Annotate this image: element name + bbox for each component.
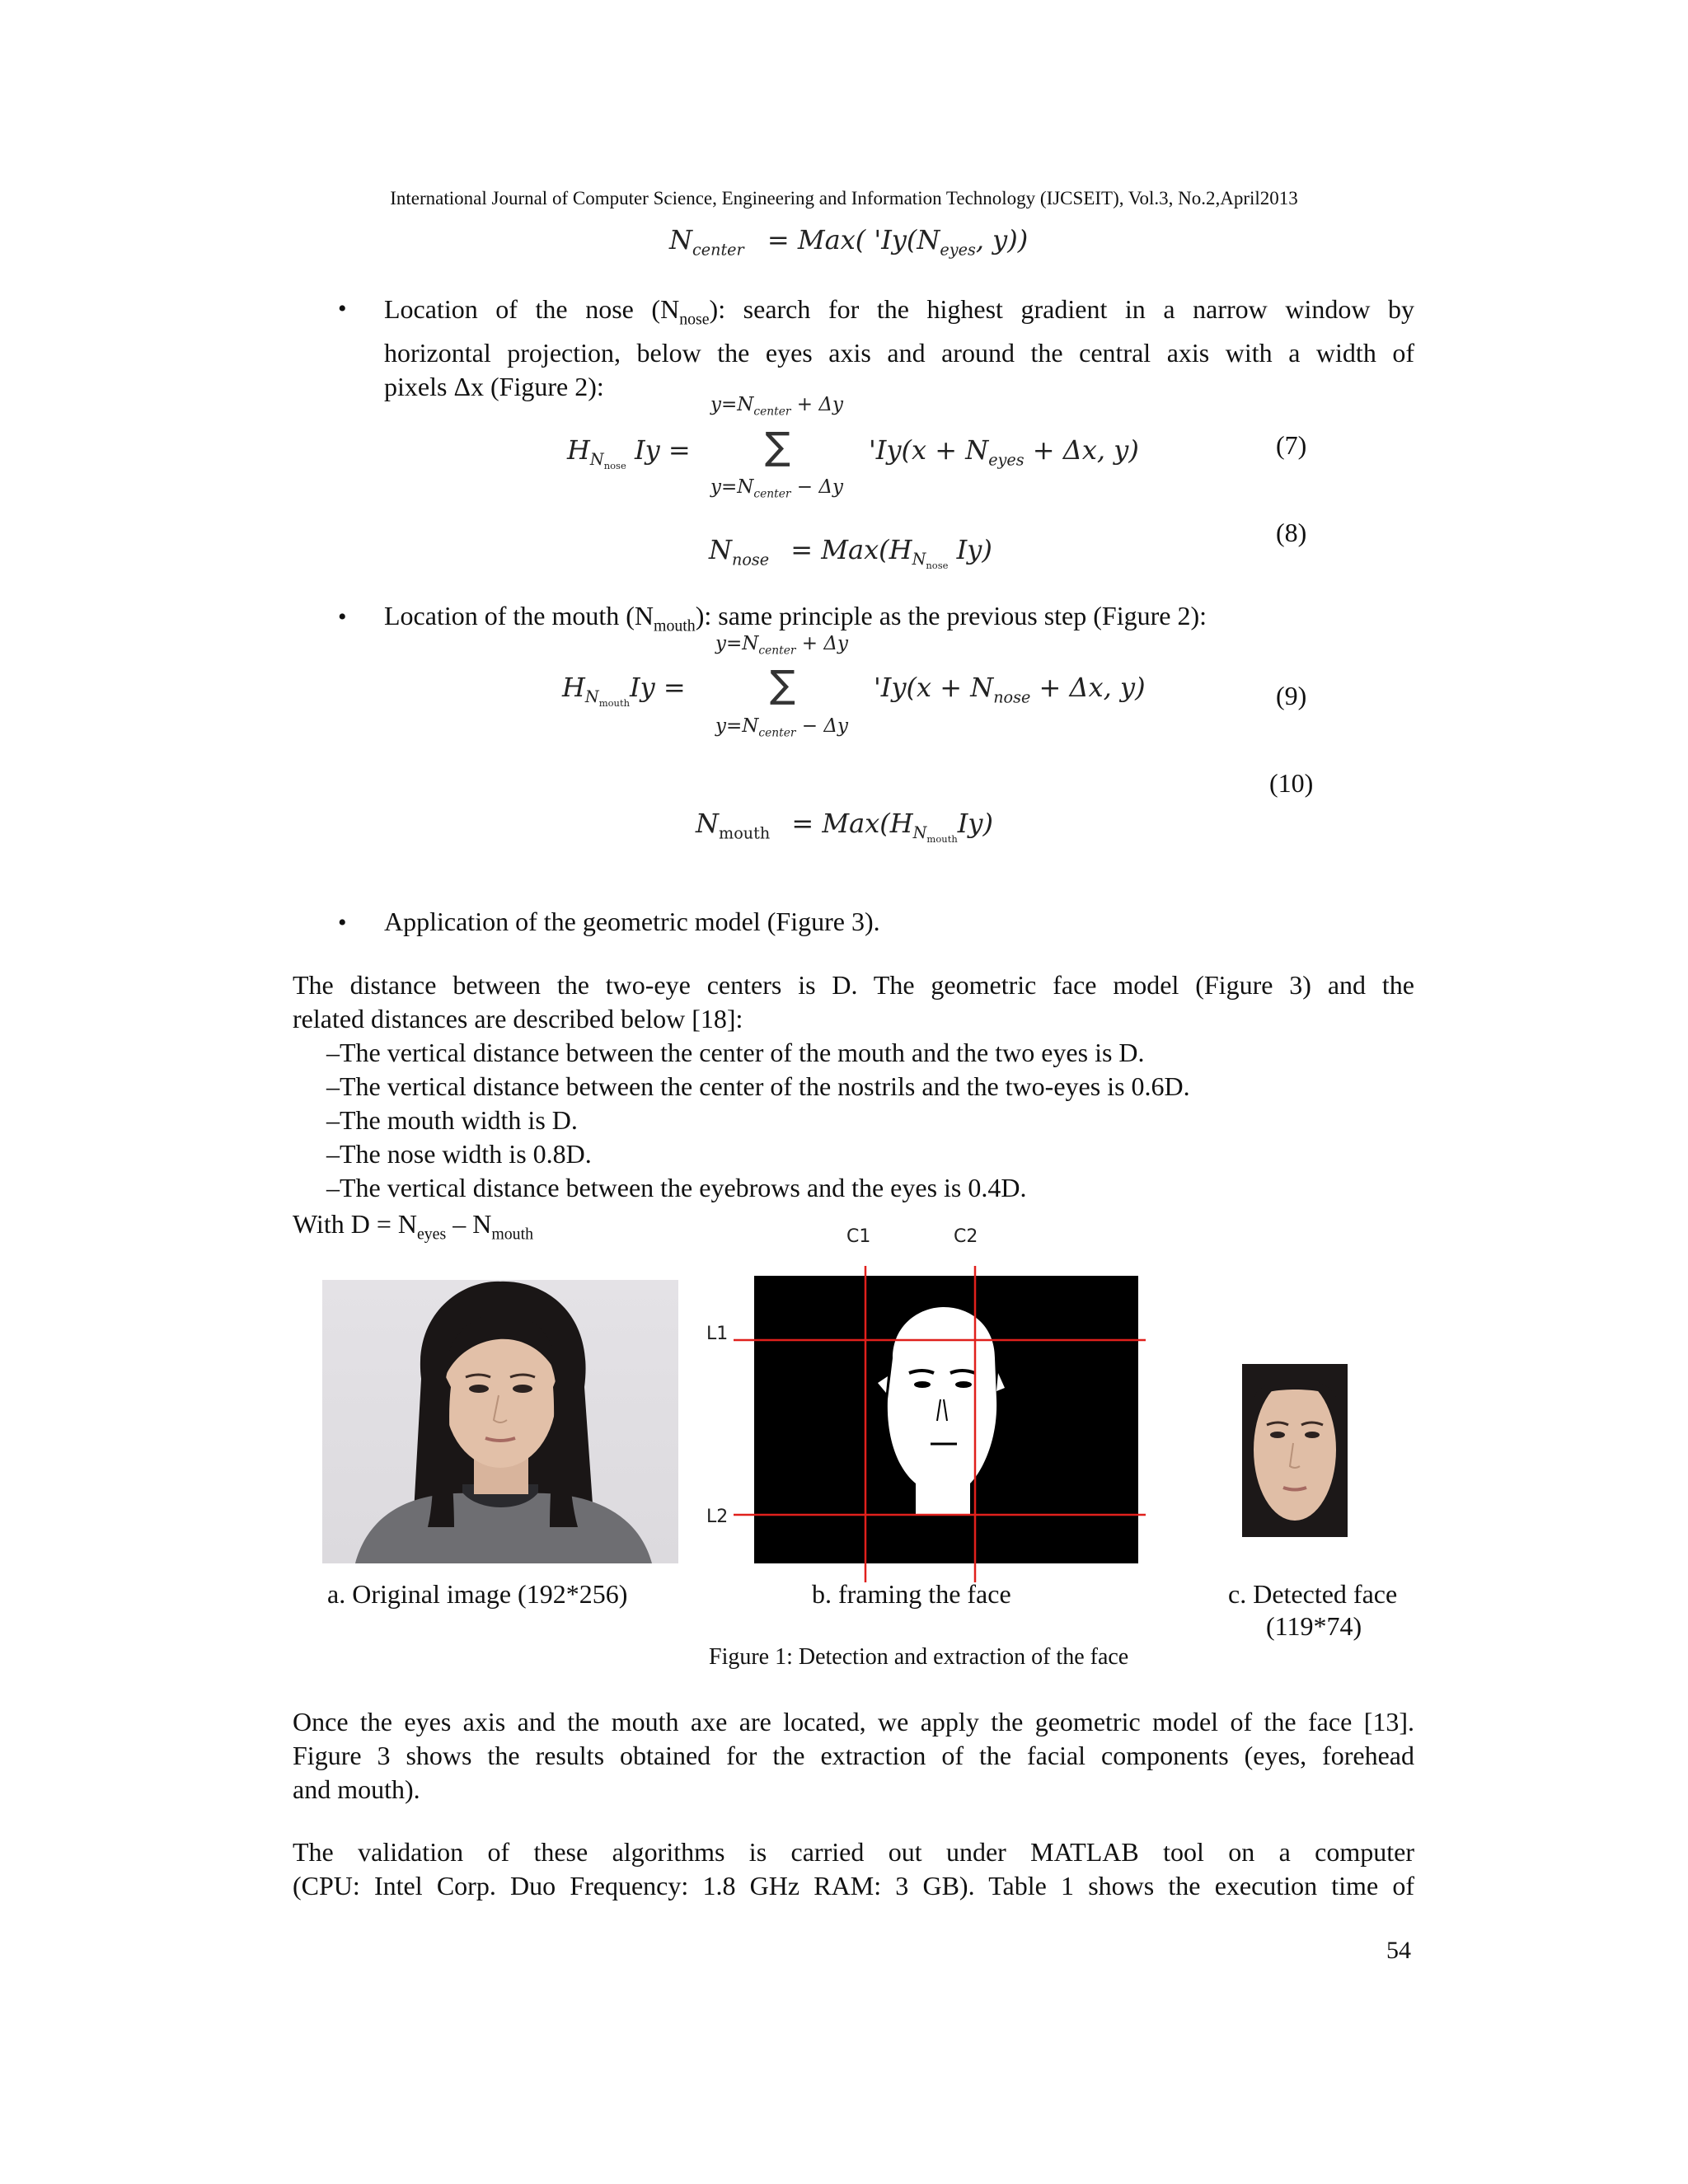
eq9-upper-limit: $y=N_{center} + \Delta y$	[715, 633, 848, 658]
caption-detected-face-size: (119*74)	[1266, 1611, 1362, 1641]
equation-center: $N_{center} = Max$( '$Iy(N_{eyes}$, y))	[669, 224, 1029, 260]
list-item: –The mouth width is D.	[326, 1105, 578, 1135]
detected-face-illustration	[1242, 1364, 1348, 1537]
eq10-number: (10)	[1269, 768, 1314, 798]
list-item: –The vertical distance between the eyebrows and the eyes is 0.4D.	[326, 1173, 1027, 1202]
eq9-lhs: $H_{N_{mouth}}Iy$ =	[562, 672, 686, 710]
figure-caption: Figure 1: Detection and extraction of the face	[709, 1644, 1129, 1670]
eq9-number: (9)	[1276, 681, 1307, 710]
bullet-dot: •	[338, 603, 347, 630]
bullet-geometric-model: Application of the geometric model (Figure 3).	[384, 907, 880, 936]
eq9-rhs: '$Iy(x + N_{nose} + \Delta x$, y)	[874, 672, 1146, 707]
bullet-mouth-text: Location of the mouth $(N_{mouth})$: same principle as the previous step (Figure 2):	[384, 601, 1207, 635]
list-item: –The vertical distance between the center of the mouth and the two eyes is D.	[326, 1038, 1145, 1067]
column-label-c2: C2	[954, 1226, 978, 1247]
detected-face-image	[1242, 1364, 1348, 1537]
eq7-upper-limit: $y=N_{center} + \Delta y$	[710, 394, 843, 419]
eq7-lhs: $H_{N_{nose}}$ Iy =	[567, 434, 691, 472]
list-item: –The nose width is 0.8D.	[326, 1139, 592, 1169]
bullet-nose-text: Location of the nose $(N_{nose})$: search for the highest gradient in a narrow window by horizontal projection, below the eyes axis and around the central axis with a width of pixels Δx (Figure 2):	[384, 294, 1415, 402]
caption-detected-face: c. Detected face	[1228, 1579, 1398, 1609]
row-label-l2: L2	[706, 1507, 729, 1527]
eq9-sum-symbol: ∑	[770, 662, 795, 706]
page-number: 54	[1386, 1937, 1411, 1964]
distance-list	[326, 1036, 1190, 1205]
caption-framing: b. framing the face	[812, 1579, 1011, 1609]
paragraph-geometric-model: Once the eyes axis and the mouth axe are located, we apply the geometric model of the face [13]. Figure 3 shows the results obtained for the extraction of the facial components (eyes, forehead and mouth).	[293, 1707, 1414, 1804]
journal-header: International Journal of Computer Science, Engineering and Information Technology (IJCSEIT), Vol.3, No.2,April2013	[390, 188, 1298, 209]
paragraph-distance: The distance between the two-eye centers is D. The geometric face model (Figure 3) and the related distances are described below [18]:	[293, 970, 1414, 1033]
eq10: $N_{mouth} = Max(H_{N_{mouth}}Iy)$	[696, 808, 993, 846]
eq9-lower-limit: $y=N_{center} - \Delta y$	[715, 715, 848, 740]
eq8-number: (8)	[1276, 518, 1307, 547]
list-item: –The vertical distance between the center of the nostrils and the two-eyes is 0.6D.	[326, 1071, 1190, 1101]
original-face-illustration	[322, 1280, 678, 1563]
original-face-image	[322, 1280, 678, 1563]
eq7-lower-limit: $y=N_{center} - \Delta y$	[710, 476, 843, 501]
eq7-rhs: '$Iy(x + N_{eyes} + \Delta x$, y)	[869, 434, 1139, 470]
eq7-sum-symbol: ∑	[765, 424, 790, 468]
row-label-l1: L1	[706, 1324, 729, 1344]
framing-lines	[734, 1261, 1162, 1582]
bullet-dot: •	[338, 295, 347, 322]
eq7-number: (7)	[1276, 430, 1307, 460]
paragraph-validation: The validation of these algorithms is carried out under MATLAB tool on a computer (CPU: Intel Corp. Duo Frequency: 1.8 GHz RAM: 3 GB). Table 1 shows the execution time of	[293, 1837, 1414, 1900]
bullet-dot: •	[338, 909, 347, 936]
column-label-c1: C1	[846, 1226, 871, 1247]
with-d-definition: With $D = N_{eyes} - N_{mouth}$	[293, 1209, 533, 1244]
eq8: $N_{nose} = Max(H_{N_{nose}}$ Iy)	[709, 534, 992, 572]
caption-original-image: a. Original image (192*256)	[327, 1579, 628, 1609]
